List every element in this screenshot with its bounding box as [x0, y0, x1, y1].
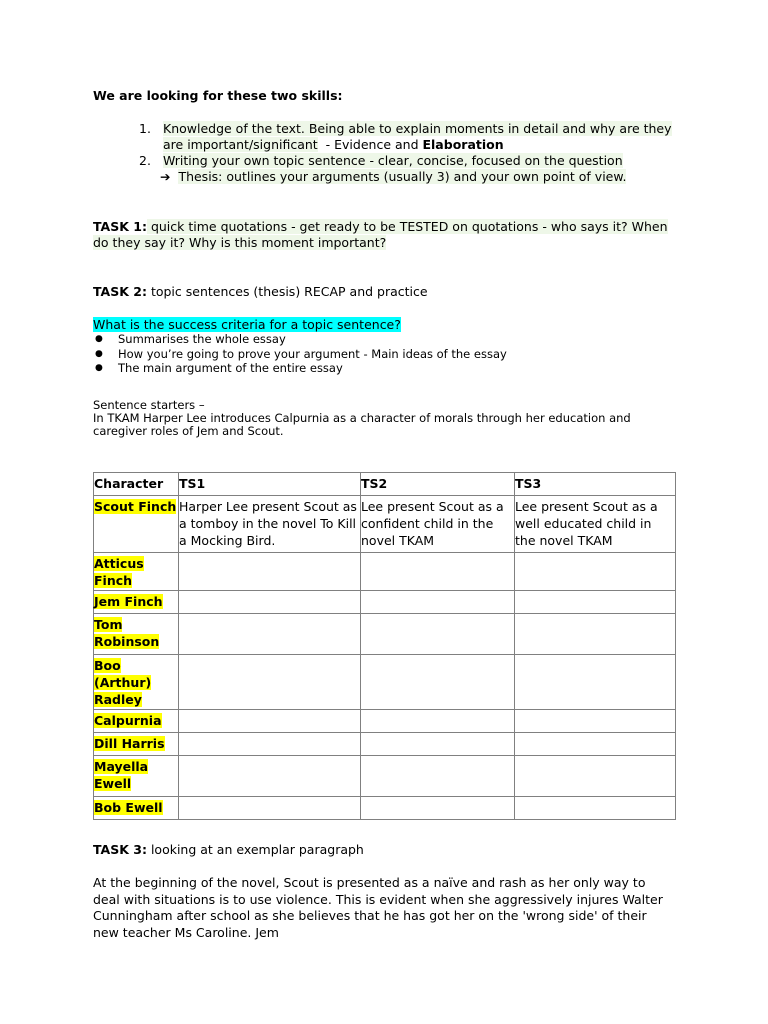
ts3-cell [515, 710, 676, 733]
task-3-label: TASK 3: [93, 842, 147, 857]
table-row [94, 553, 676, 591]
character-name: Scout Finch [94, 496, 179, 553]
skill-text: Knowledge of the text. Being able to explain moments in detail and why are they are important/significant [163, 121, 672, 152]
ts3-cell [515, 756, 676, 797]
table-row [94, 710, 676, 733]
ts2-cell [361, 710, 515, 733]
skills-list [93, 121, 673, 169]
task-2-label: TASK 2: [93, 284, 147, 299]
character-name: Atticus Finch [94, 553, 179, 591]
ts2-cell [361, 733, 515, 756]
ts2-cell [361, 655, 515, 710]
character-name: Mayella Ewell [94, 756, 179, 797]
table-row [94, 496, 676, 553]
ts1-cell [179, 553, 361, 591]
table-row [94, 797, 676, 820]
character-name: Jem Finch [94, 591, 179, 614]
ts1-cell: Harper Lee present Scout as a tomboy in the novel To Kill a Mocking Bird. [179, 496, 361, 553]
table-header: TS1 [179, 473, 361, 496]
ts3-cell [515, 553, 676, 591]
criteria-question-text: What is the success criteria for a topic sentence? [93, 317, 401, 332]
ts3-cell: Lee present Scout as a well educated child in the novel TKAM [515, 496, 676, 553]
ts1-cell [179, 614, 361, 655]
thesis-text: Thesis: outlines your arguments (usually 3) and your own point of view. [178, 169, 627, 184]
skill-number: 2. [139, 153, 151, 168]
starters-title: Sentence starters – [93, 398, 205, 412]
arrow-icon: ➔ [160, 169, 171, 184]
task-1-text: quick time quotations - get ready to be TESTED on quotations - who says it? When do they say it? Why is this moment important? [93, 219, 668, 250]
character-name: Dill Harris [94, 733, 179, 756]
skill-bold: Elaboration [422, 137, 504, 152]
task-3-text: looking at an exemplar paragraph [146, 842, 364, 857]
task-3 [93, 842, 673, 858]
character-name: Bob Ewell [94, 797, 179, 820]
table-header: Character [94, 473, 179, 496]
table-row [94, 614, 676, 655]
ts3-cell [515, 655, 676, 710]
task-1-label: TASK 1: [93, 219, 147, 234]
skills-heading: We are looking for these two skills: [93, 88, 343, 103]
character-name: Tom Robinson [94, 614, 179, 655]
ts2-cell [361, 756, 515, 797]
table-row [94, 756, 676, 797]
character-table [93, 472, 676, 820]
task-1 [93, 219, 673, 251]
sentence-starters [93, 399, 653, 438]
criteria-list [93, 332, 507, 376]
list-item: ● How you’re going to prove your argument - Main ideas of the essay [93, 347, 507, 362]
ts2-cell [361, 797, 515, 820]
table-header: TS3 [515, 473, 676, 496]
ts2-cell [361, 553, 515, 591]
list-item: ● The main argument of the entire essay [93, 361, 507, 376]
table-header-row [94, 473, 676, 496]
task-2-text: topic sentences (thesis) RECAP and practice [146, 284, 428, 299]
ts2-cell: Lee present Scout as a confident child in the novel TKAM [361, 496, 515, 553]
ts1-cell [179, 797, 361, 820]
character-name: Boo (Arthur) Radley [94, 655, 179, 710]
table-row [94, 591, 676, 614]
character-name: Calpurnia [94, 710, 179, 733]
ts3-cell [515, 591, 676, 614]
ts3-cell [515, 733, 676, 756]
skill-extra: - Evidence and [317, 137, 423, 152]
task-2 [93, 284, 673, 300]
starters-text: In TKAM Harper Lee introduces Calpurnia as a character of morals through her education and caregiver roles of Jem and Scout. [93, 411, 631, 438]
ts1-cell [179, 756, 361, 797]
skill-item-1 [93, 121, 673, 153]
skill-text: Writing your own topic sentence - clear, concise, focused on the question [163, 153, 623, 168]
ts2-cell [361, 591, 515, 614]
list-item: ● Summarises the whole essay [93, 332, 507, 347]
ts1-cell [179, 591, 361, 614]
table-header: TS2 [361, 473, 515, 496]
ts3-cell [515, 797, 676, 820]
criteria-question [93, 317, 673, 333]
thesis-line [160, 169, 626, 185]
skill-item-2 [93, 153, 673, 169]
ts3-cell [515, 614, 676, 655]
table-row [94, 733, 676, 756]
ts1-cell [179, 655, 361, 710]
table-row [94, 655, 676, 710]
skill-number: 1. [139, 121, 151, 136]
ts2-cell [361, 614, 515, 655]
ts1-cell [179, 733, 361, 756]
ts1-cell [179, 710, 361, 733]
exemplar-paragraph: At the beginning of the novel, Scout is presented as a naïve and rash as her only way to deal with situations is to use violence. This is evident when she aggressively injures Walter Cunningham after school as she believes that he has got her on the 'wrong side' of their new teacher Ms Caroline. Jem [93, 875, 663, 940]
